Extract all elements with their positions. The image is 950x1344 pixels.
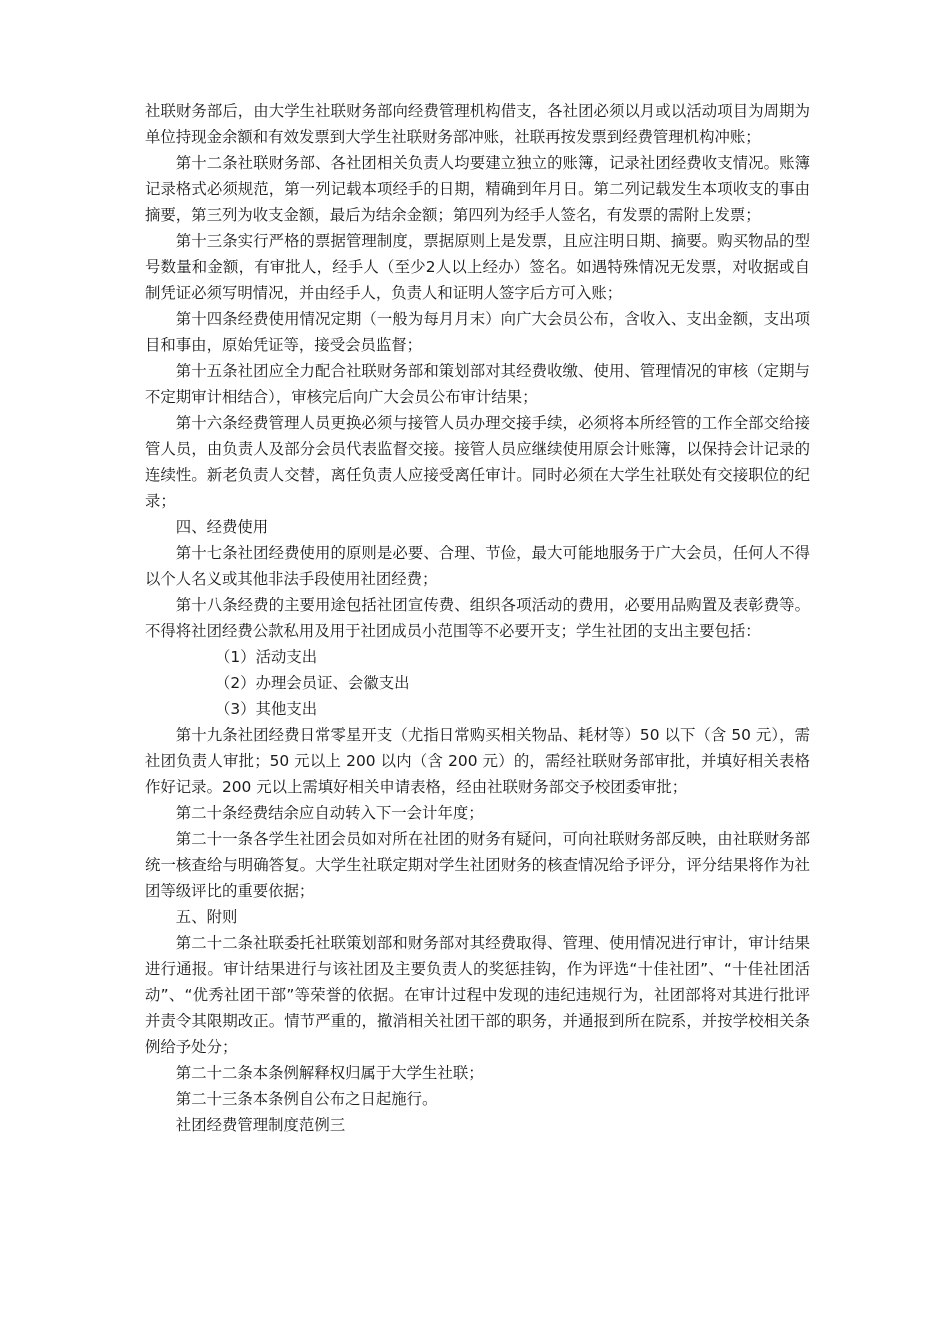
section-heading: 五、附则 bbox=[175, 908, 238, 926]
paragraph: 社联财务部后，由大学生社联财务部向经费管理机构借支，各社团必须以月或以活动项目为周期为单位持现金余额和有效发票到大学生社联财务部冲账，社联再按发票到经费管理机构冲账； bbox=[145, 102, 810, 146]
paragraph: 第十二条社联财务部、各社团相关负责人均要建立独立的账簿，记录社团经费收支情况。账簿记录格式必须规范，第一列记载本项经手的日期，精确到年月日。第二列记载发生本项收支的事由摘要，第三列为收支金额，最后为结余金额；第四列为经手人签名，有发票的需附上发票； bbox=[145, 154, 810, 224]
paragraph: 第二十一条各学生社团会员如对所在社团的财务有疑问，可向社联财务部反映，由社联财务部统一核查给与明确答复。大学生社联定期对学生社团财务的核查情况给予评分，评分结果将作为社团等级评比的重要依据； bbox=[145, 830, 810, 900]
section-heading: 四、经费使用 bbox=[175, 518, 269, 536]
paragraph: 第二十三条本条例自公布之日起施行。 bbox=[175, 1090, 438, 1108]
paragraph: 第十七条社团经费使用的原则是必要、合理、节俭，最大可能地服务于广大会员，任何人不得以个人名义或其他非法手段使用社团经费； bbox=[145, 544, 810, 588]
paragraph: 第二十条经费结余应自动转入下一会计年度； bbox=[175, 804, 484, 822]
paragraph: 社团经费管理制度范例三 bbox=[175, 1116, 346, 1134]
paragraph: 第二十二条本条例解释权归属于大学生社联； bbox=[175, 1064, 484, 1082]
paragraph: 第十八条经费的主要用途包括社团宣传费、组织各项活动的费用，必要用品购置及表彰费等。不得将社团经费公款私用及用于社团成员小范围等不必要开支；学生社团的支出主要包括： bbox=[145, 596, 810, 640]
paragraph: 第十三条实行严格的票据管理制度，票据原则上是发票，且应注明日期、摘要。购买物品的型号数量和金额，有审批人，经手人（至少2人以上经办）签名。如遇特殊情况无发票，对收据或自制凭证必须写明情况，并由经手人，负责人和证明人签字后方可入账； bbox=[145, 232, 810, 302]
paragraph: 第十四条经费使用情况定期（一般为每月月末）向广大会员公布，含收入、支出金额，支出项目和事由，原始凭证等，接受会员监督； bbox=[145, 310, 810, 354]
paragraph: 第十九条社团经费日常零星开支（尤指日常购买相关物品、耗材等）50 以下（含 50 元），需社团负责人审批；50 元以上 200 以内（含 200 元）的，需经社联财务部审批，并填好相关表格作好记录。200 元以上需填好相关申请表格，经由社联财务部交予校团委审批； bbox=[145, 726, 810, 796]
paragraph: 第二十二条社联委托社联策划部和财务部对其经费取得、管理、使用情况进行审计，审计结果进行通报。审计结果进行与该社团及主要负责人的奖惩挂钩，作为评选“十佳社团”、“十佳社团活动”、“优秀社团干部”等荣誉的依据。在审计过程中发现的违纪违规行为，社团部将对其进行批评并责令其限期改正。情节严重的，撤消相关社团干部的职务，并通报到所在院系，并按学校相关条例给予处分； bbox=[145, 934, 810, 1056]
document-body bbox=[145, 98, 810, 1138]
list-item: （2）办理会员证、会徽支出 bbox=[215, 674, 410, 692]
list-item: （1）活动支出 bbox=[215, 648, 318, 666]
paragraph: 第十五条社团应全力配合社联财务部和策划部对其经费收缴、使用、管理情况的审核（定期与不定期审计相结合），审核完后向广大会员公布审计结果； bbox=[145, 362, 810, 406]
paragraph: 第十六条经费管理人员更换必须与接管人员办理交接手续，必须将本所经管的工作全部交给接管人员，由负责人及部分会员代表监督交接。接管人员应继续使用原会计账簿，以保持会计记录的连续性。新老负责人交替，离任负责人应接受离任审计。同时必须在大学生社联处有交接职位的纪录； bbox=[145, 414, 810, 510]
list-item: （3）其他支出 bbox=[215, 700, 318, 718]
